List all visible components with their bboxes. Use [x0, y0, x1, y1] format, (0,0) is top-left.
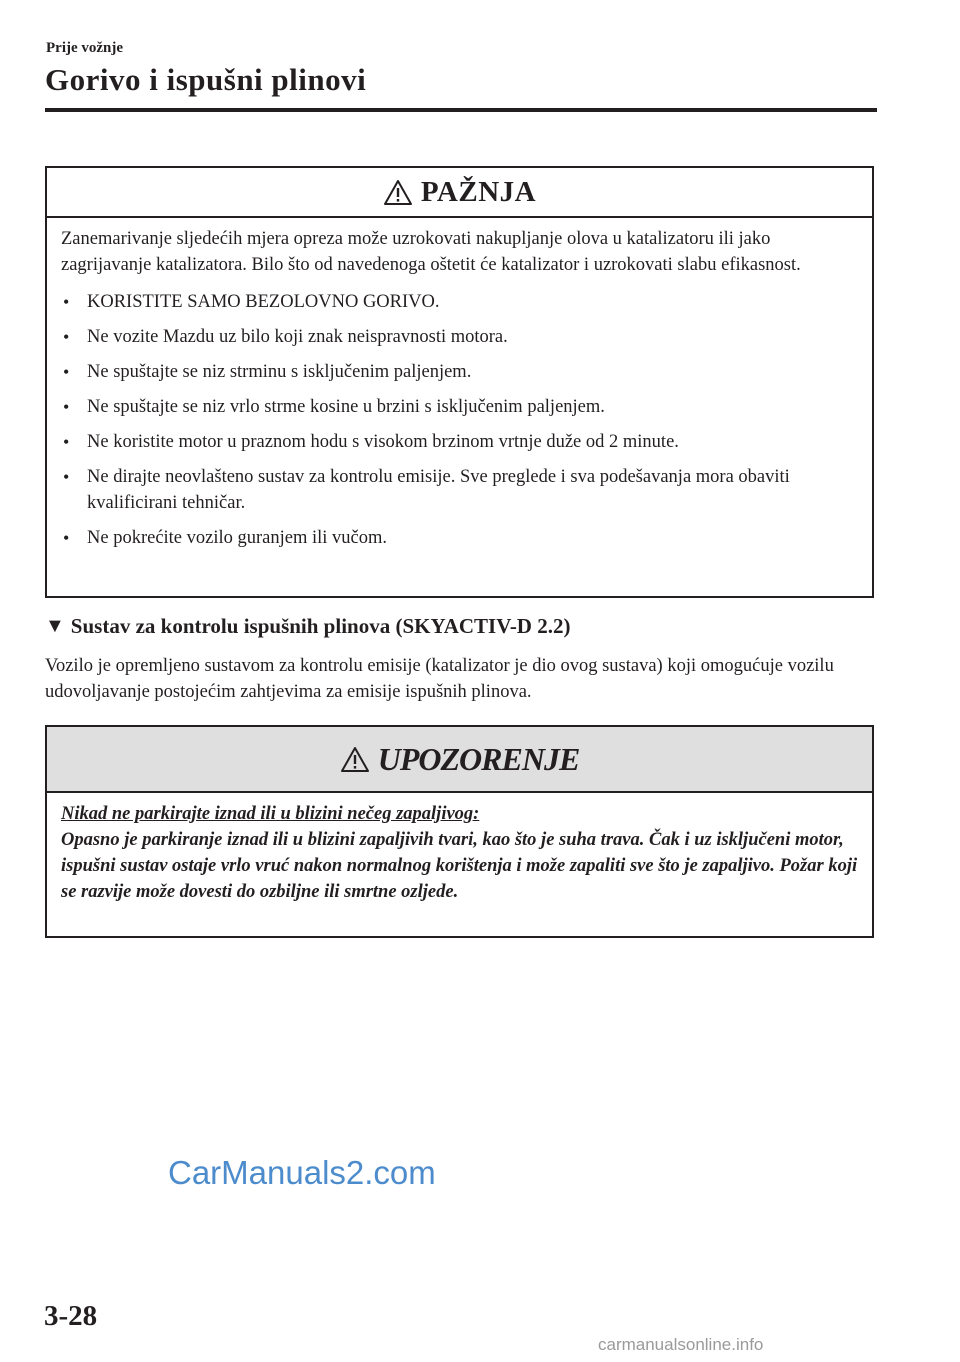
bullet-dot: • — [63, 397, 70, 417]
caution-body — [47, 218, 872, 551]
warning-body — [47, 793, 872, 905]
list-item: • KORISTITE SAMO BEZOLOVNO GORIVO. — [61, 289, 858, 315]
bullet-dot: • — [63, 467, 70, 487]
warning-box — [45, 725, 874, 938]
warning-subheading: Nikad ne parkirajte iznad ili u blizini nečeg zapaljivog: — [61, 804, 480, 824]
warning-text: Opasno je parkiranje iznad ili u blizini zapaljivih tvari, kao što je suha trava. Čak i uz isključeni motor, ispušni sustav ostaje vrlo vruć nakon normalnog korištenja i može zapaliti sve što je zapaljivo. Požar koji se razvije može dovesti do ozbiljne ili smrtne ozljede. — [61, 830, 858, 902]
bullet-dot: • — [63, 528, 70, 548]
site-watermark: carmanualsonline.info — [598, 1335, 764, 1354]
list-item: • Ne spuštajte se niz strminu s isključenim paljenjem. — [61, 359, 858, 385]
section-label: Prije vožnje — [46, 40, 124, 56]
triangle-marker-icon: ▼ — [45, 615, 65, 637]
page-number: 3-28 — [44, 1300, 98, 1332]
section-heading — [45, 614, 570, 639]
caution-intro: Zanemarivanje sljedećih mjera opreza može uzrokovati nakupljanje olova u katalizatoru ili jako zagrijavanje katalizatora. Bilo što od navedenoga oštetit će katalizator i uzrokovati slabu efikasnost. — [61, 229, 801, 275]
bullet-dot: • — [63, 362, 70, 382]
list-item: • Ne spuštajte se niz vrlo strme kosine u brzini s isključenim paljenjem. — [61, 394, 858, 420]
section-heading-text: Sustav za kontrolu ispušnih plinova (SKYACTIV-D 2.2) — [70, 614, 571, 638]
warning-header — [47, 727, 872, 793]
warning-triangle-icon — [340, 746, 370, 773]
caution-box — [45, 166, 874, 598]
warning-heading: UPOZORENJE — [377, 740, 580, 777]
caution-heading: PAŽNJA — [420, 175, 537, 208]
list-item: • Ne koristite motor u praznom hodu s visokom brzinom vrtnje duže od 2 minute. — [61, 429, 858, 455]
warning-triangle-icon — [383, 179, 413, 206]
list-item: • Ne vozite Mazdu uz bilo koji znak neispravnosti motora. — [61, 324, 858, 350]
bullet-dot: • — [63, 432, 70, 452]
list-item: • Ne pokrećite vozilo guranjem ili vučom. — [61, 525, 858, 551]
caution-header — [47, 168, 872, 218]
list-item: • Ne dirajte neovlašteno sustav za kontrolu emisije. Sve preglede i sva podešavanja mora obaviti kvalificirani tehničar. — [61, 464, 858, 516]
caution-bullet-list — [61, 289, 858, 551]
title-rule — [45, 108, 877, 112]
bullet-dot: • — [63, 292, 70, 312]
section-paragraph: Vozilo je opremljeno sustavom za kontrolu emisije (katalizator je dio ovog sustava) koji omogućuje vozilu udovoljavanje postojećim zahtjevima za emisije ispušnih plinova. — [45, 656, 834, 702]
page-title: Gorivo i ispušni plinovi — [45, 62, 367, 97]
bullet-dot: • — [63, 327, 70, 347]
watermark-logo: CarManuals2.com — [168, 1154, 436, 1191]
